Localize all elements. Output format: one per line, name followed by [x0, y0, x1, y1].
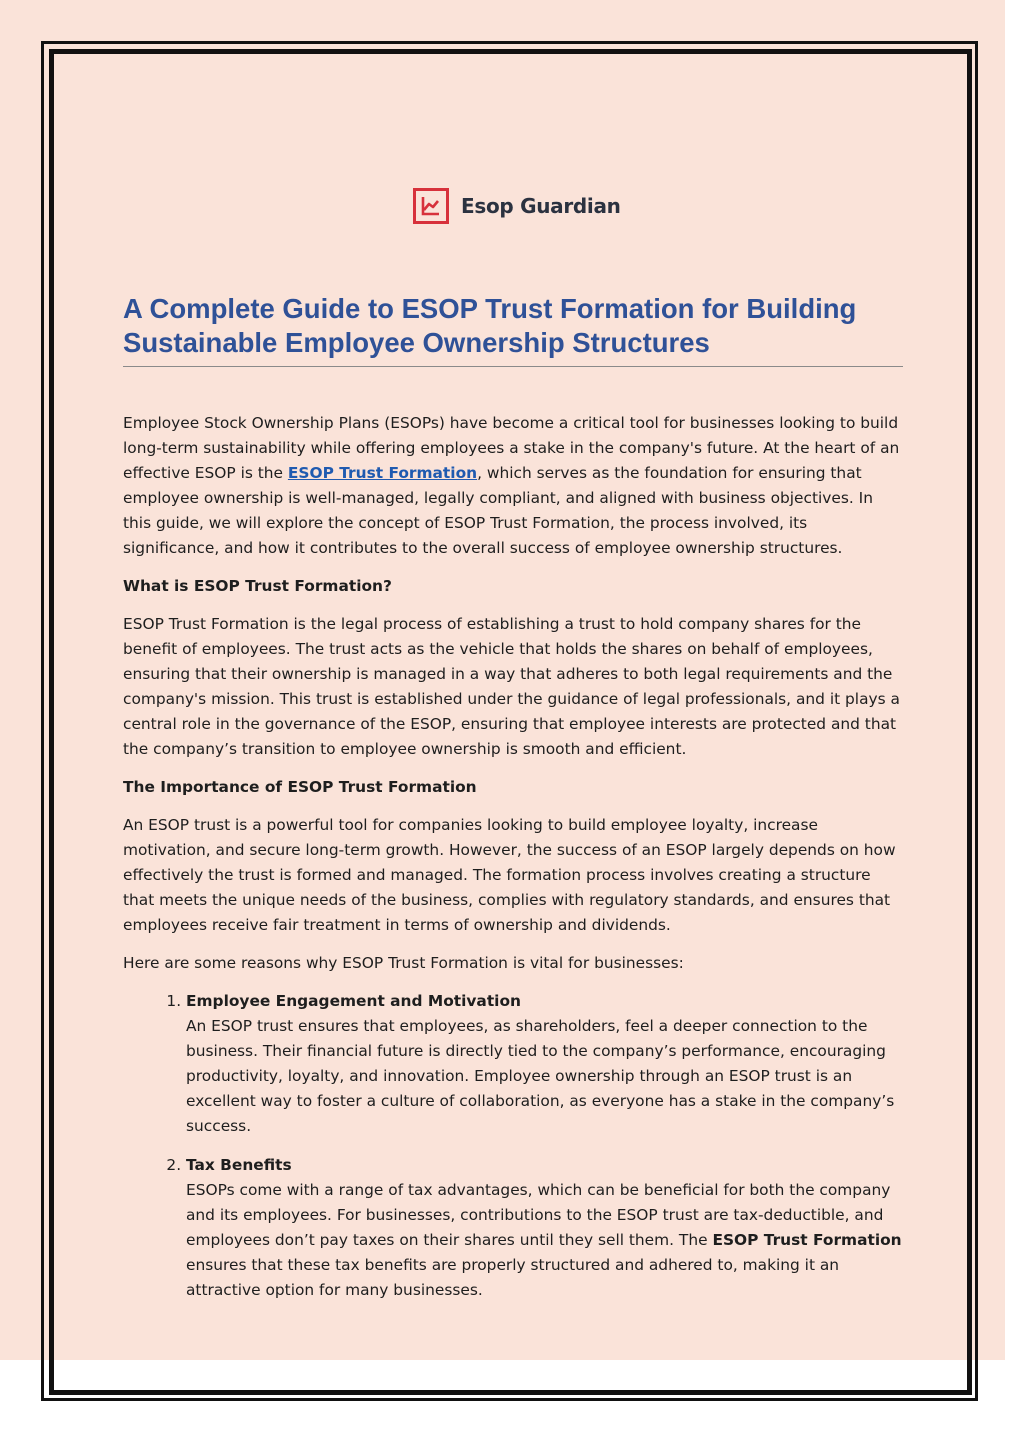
reasons-intro: Here are some reasons why ESOP Trust Formation is vital for businesses: — [123, 954, 684, 972]
brand-logo[interactable] — [413, 186, 621, 226]
section-paragraph-importance: An ESOP trust is a powerful tool for companies looking to build employee loyalty, increase motivation, and secure long-term growth. However, the success of an ESOP largely depends on how effectively the trust is formed and managed. The formation process involves creating a structure that meets the unique needs of the business, complies with regulatory standards, and ensures that employees receive fair treatment in terms of ownership and dividends. — [123, 816, 896, 934]
reason-text-start: ESOPs come with a range of tax advantages, which can be beneficial for both the company and its employees. For businesses, contributions to the ESOP trust are tax-deductible, and employees don’t pay taxes on their shares until they sell them. The — [186, 1181, 891, 1249]
reason-text-end: ensures that these tax benefits are properly structured and adhered to, making it an attractive option for many businesses. — [186, 1256, 840, 1299]
section-paragraph-what-is: ESOP Trust Formation is the legal process of establishing a trust to hold company shares for the benefit of employees. The trust acts as the vehicle that holds the shares on behalf of employees, ensuring that their ownership is managed in a way that adheres to both legal requirements and the company's mission. This trust is established under the guidance of legal professionals, and it plays a central role in the governance of the ESOP, ensuring that employee interests are protected and that the company’s transition to employee ownership is smooth and efficient. — [123, 615, 900, 758]
article-title: A Complete Guide to ESOP Trust Formation for Building Sustainable Employee Ownership Structures — [123, 292, 903, 367]
intro-paragraph — [123, 411, 903, 561]
section-heading-what-is: What is ESOP Trust Formation? — [123, 577, 392, 595]
intro-text-end: , which serves as the foundation for ensuring that employee ownership is well-managed, legally compliant, and aligned with business objectives. In this guide, we will explore the concept of ESOP Trust Formation, the process involved, its significance, and how it contributes to the overall success of employee ownership structures. — [123, 464, 873, 557]
article — [123, 292, 903, 1317]
esop-trust-formation-link[interactable]: ESOP Trust Formation — [287, 464, 478, 482]
list-item — [186, 1153, 903, 1303]
list-item — [186, 989, 903, 1139]
chart-trend-icon — [413, 188, 449, 224]
intro-text-start: Employee Stock Ownership Plans (ESOPs) have become a critical tool for businesses looking to build long-term sustainability while offering employees a stake in the company's future. At the heart of an effective ESOP is the — [123, 414, 900, 482]
reason-text: An ESOP trust ensures that employees, as shareholders, feel a deeper connection to the business. Their financial future is directly tied to the company’s performance, encouraging productivity, loyalty, and innovation. Employee ownership through an ESOP trust is an excellent way to foster a culture of collaboration, as everyone has a stake in the company’s success. — [186, 1017, 895, 1135]
section-heading-importance: The Importance of ESOP Trust Formation — [123, 778, 477, 796]
reason-title: 2. Tax Benefits — [186, 1156, 292, 1174]
brand-name: Esop Guardian — [461, 194, 621, 218]
reason-title: 1. Employee Engagement and Motivation — [186, 992, 521, 1010]
reasons-list — [123, 989, 903, 1303]
reason-bold-text: ESOP Trust Formation — [712, 1231, 902, 1249]
